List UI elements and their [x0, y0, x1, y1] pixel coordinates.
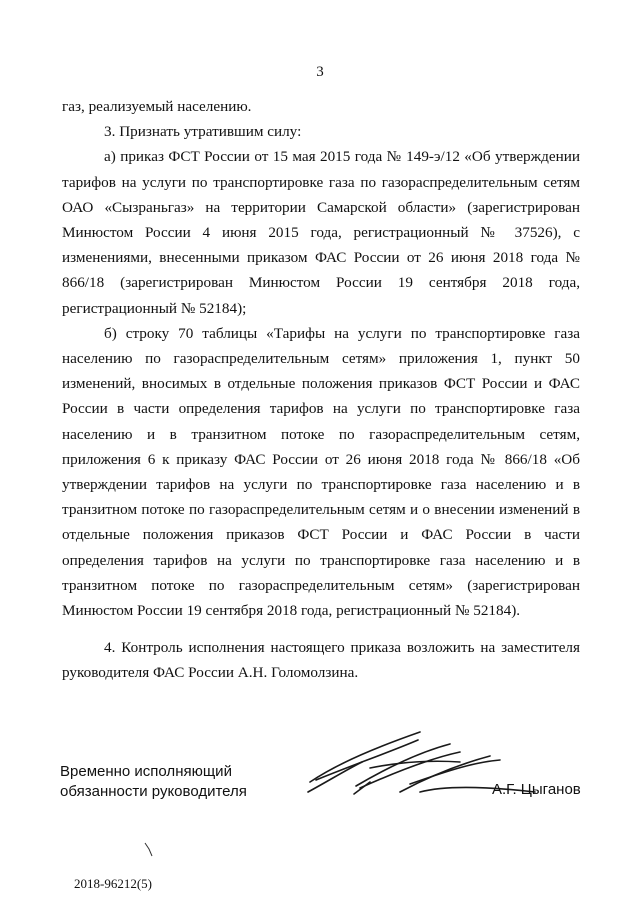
paragraph-subitem-a: а) приказ ФСТ России от 15 мая 2015 года № 149-э/12 «Об утверждении тарифов на услуги по транспортировке газа по газораспределительным сетям ОАО «Сызраньгаз» на территории Самарской области» (зарегистрирован Минюстом России 4 июня 2015 года, регистрационный № 37526), с изменениями, внесенными приказом ФАС России от 26 июня 2018 года № 866/18 (зарегистрирован Минюстом России 19 сентября 2018 года, регистрационный № 52184); [62, 148, 580, 317]
paragraph-continuation: газ, реализуемый населению. [62, 98, 252, 115]
page-number: 3 [316, 64, 324, 80]
stray-pen-mark [143, 842, 157, 858]
document-code: 2018-96212(5) [74, 876, 152, 891]
signatory-position-line-1: Временно исполняющий [60, 763, 232, 780]
document-body [62, 94, 580, 686]
signatory-position [60, 762, 247, 802]
signatory-position-line-2: обязанности руководителя [60, 783, 247, 800]
signatory-name: А.Г. Цыганов [492, 781, 581, 798]
paragraph-item-4: 4. Контроль исполнения настоящего приказа возложить на заместителя руководителя ФАС России А.Н. Голомолзина. [62, 639, 580, 682]
paragraph-subitem-b: б) строку 70 таблицы «Тарифы на услуги по транспортировке газа населению по газораспределительным сетям» приложения 1, пункт 50 изменений, вносимых в отдельные положения приказов ФСТ России и ФАС России в части определения тарифов на услуги по транспортировке газа населению и в транзитном потоке по газораспределительным сетям, приложения 6 к приказу ФАС России от 26 июня 2018 года № 866/18 «Об утверждении тарифов на услуги по транспортировке газа населению и в транзитном потоке по газораспределительным сетям и о внесении изменений в отдельные положения приказов ФСТ России и ФАС России в части определения тарифов на услуги по транспортировке газа населению и в транзитном потоке по газораспределительным сетям» (зарегистрирован Минюстом России 19 сентября 2018 года, регистрационный № 52184). [62, 324, 580, 620]
paragraph-item-3: 3. Признать утратившим силу: [104, 123, 302, 141]
